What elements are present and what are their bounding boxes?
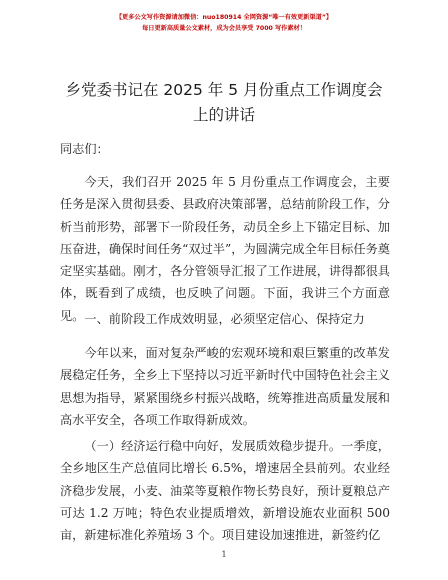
paragraph-intro: 今天，我们召开 2025 年 5 月份重点工作调度会，主要任务是深入贯彻县委、县政府决策部署，总结前阶段工作，分析当前形势，部署下一阶段任务，动员全乡上下锚定目标、加压奋进，确保时间任务“双过半”，为圆满完成全年目标任务奠定坚实基础。刚才，各分管领导汇报了工作进展，讲得都很具体，既看到了成绩，也反映了问题。下面，我讲三个方面意见。	[60, 175, 390, 323]
promo-banner-line-2: 每日更新高质量公文素材，成为会员享受 7000 写作素材！	[142, 25, 306, 32]
paragraph-overview: 今年以来，面对复杂严峻的宏观环境和艰巨繁重的改革发展稳定任务，全乡上下坚持以习近平新时代中国特色社会主义思想为指导，紧紧围绕乡村振兴战略，统筹推进高质量发展和高水平安全，各项工作取得新成效。	[60, 346, 390, 427]
promo-banner-line-1: 【更多公文写作资源请加微信：nuo180914 全网资源“唯一有效更新渠道”】	[115, 14, 333, 21]
paragraph-economy: （一）经济运行稳中向好，发展质效稳步提升。一季度，全乡地区生产总值同比增长 6.5%，增速居全县前列。农业经济稳步发展，小麦、油菜等夏粮作物长势良好，预计夏粮总产可达 1.2 万吨；特色农业提质增效，新增设施农业面积 500 亩，新建标准化养殖场 3 个。项目建设加速推进，新签约亿	[60, 439, 390, 543]
page-number: 1	[221, 550, 227, 559]
salutation: 同志们：	[60, 142, 109, 156]
section-heading-1: 一、前阶段工作成效明显，必须坚定信心、保持定力	[84, 312, 365, 326]
document-title: 乡党委书记在 2025 年 5 月份重点工作调度会上的讲话	[65, 81, 383, 124]
